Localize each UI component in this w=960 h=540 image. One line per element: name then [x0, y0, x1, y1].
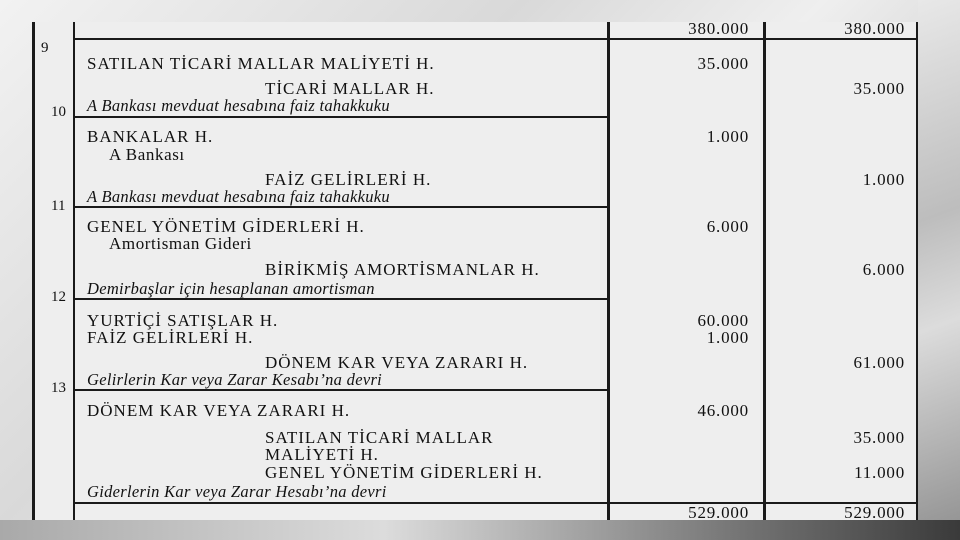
entry-description: A Bankası mevduat hesabına faiz tahakkuku: [87, 187, 390, 206]
rule-entry-12: [75, 389, 608, 391]
credit-amount: 35.000: [853, 79, 905, 98]
credit-amount: 11.000: [854, 463, 905, 482]
entry-number: 11: [51, 198, 66, 214]
credit-account: BİRİKMİŞ AMORTİSMANLAR H.: [265, 260, 540, 279]
background-edge-right: [918, 0, 960, 540]
debit-amount: 60.000: [697, 311, 749, 330]
credit-account: GENEL YÖNETİM GİDERLERİ H.: [265, 463, 543, 482]
credit-amount: 35.000: [853, 428, 905, 447]
opening-debit-total: 380.000: [688, 19, 749, 38]
entry-number: 9: [41, 40, 49, 56]
entry-number: 10: [51, 104, 66, 120]
sub-account: Amortisman Gideri: [109, 234, 252, 253]
column-divider-debit: [607, 22, 610, 520]
column-divider-entry-no: [73, 22, 75, 520]
credit-account: SATILAN TİCARİ MALLAR: [265, 428, 494, 447]
entry-description: Giderlerin Kar veya Zarar Hesabı’na devri: [87, 482, 387, 501]
debit-amount: 6.000: [706, 217, 749, 236]
sub-account: A Bankası: [109, 145, 185, 164]
credit-account-continued: MALİYETİ H.: [265, 445, 379, 464]
debit-account: SATILAN TİCARİ MALLAR MALİYETİ H.: [87, 54, 435, 73]
debit-account: FAİZ GELİRLERİ H.: [87, 328, 254, 347]
opening-credit-total: 380.000: [844, 19, 905, 38]
entry-description: A Bankası mevduat hesabına faiz tahakkuku: [87, 96, 390, 115]
closing-debit-total: 529.000: [688, 503, 749, 522]
entry-number: 12: [51, 289, 66, 305]
credit-account: FAİZ GELİRLERİ H.: [265, 170, 432, 189]
debit-account: DÖNEM KAR VEYA ZARARI H.: [87, 401, 351, 420]
column-divider-credit: [763, 22, 766, 520]
debit-account: GENEL YÖNETİM GİDERLERİ H.: [87, 217, 365, 236]
rule-entry-11: [75, 298, 608, 300]
debit-account: BANKALAR H.: [87, 127, 214, 146]
rule-entry-9: [75, 116, 608, 118]
rule-entry-10: [75, 206, 608, 208]
entry-number: 13: [51, 380, 66, 396]
debit-account: YURTİÇİ SATIŞLAR H.: [87, 311, 279, 330]
entry-description: Demirbaşlar için hesaplanan amortisman: [87, 279, 375, 298]
debit-amount: 1.000: [706, 328, 749, 347]
credit-account: DÖNEM KAR VEYA ZARARI H.: [265, 353, 529, 372]
journal-page: [32, 19, 918, 522]
entry-description: Gelirlerin Kar veya Zarar Kesabı’na devri: [87, 370, 383, 389]
credit-account: TİCARİ MALLAR H.: [265, 79, 435, 98]
credit-amount: 61.000: [853, 353, 905, 372]
debit-amount: 46.000: [697, 401, 749, 420]
rule-opening-total: [75, 38, 917, 40]
debit-amount: 1.000: [706, 127, 749, 146]
credit-amount: 1.000: [862, 170, 905, 189]
credit-amount: 6.000: [862, 260, 905, 279]
closing-credit-total: 529.000: [844, 503, 905, 522]
debit-amount: 35.000: [697, 54, 749, 73]
background-edge-bottom: [0, 520, 960, 540]
